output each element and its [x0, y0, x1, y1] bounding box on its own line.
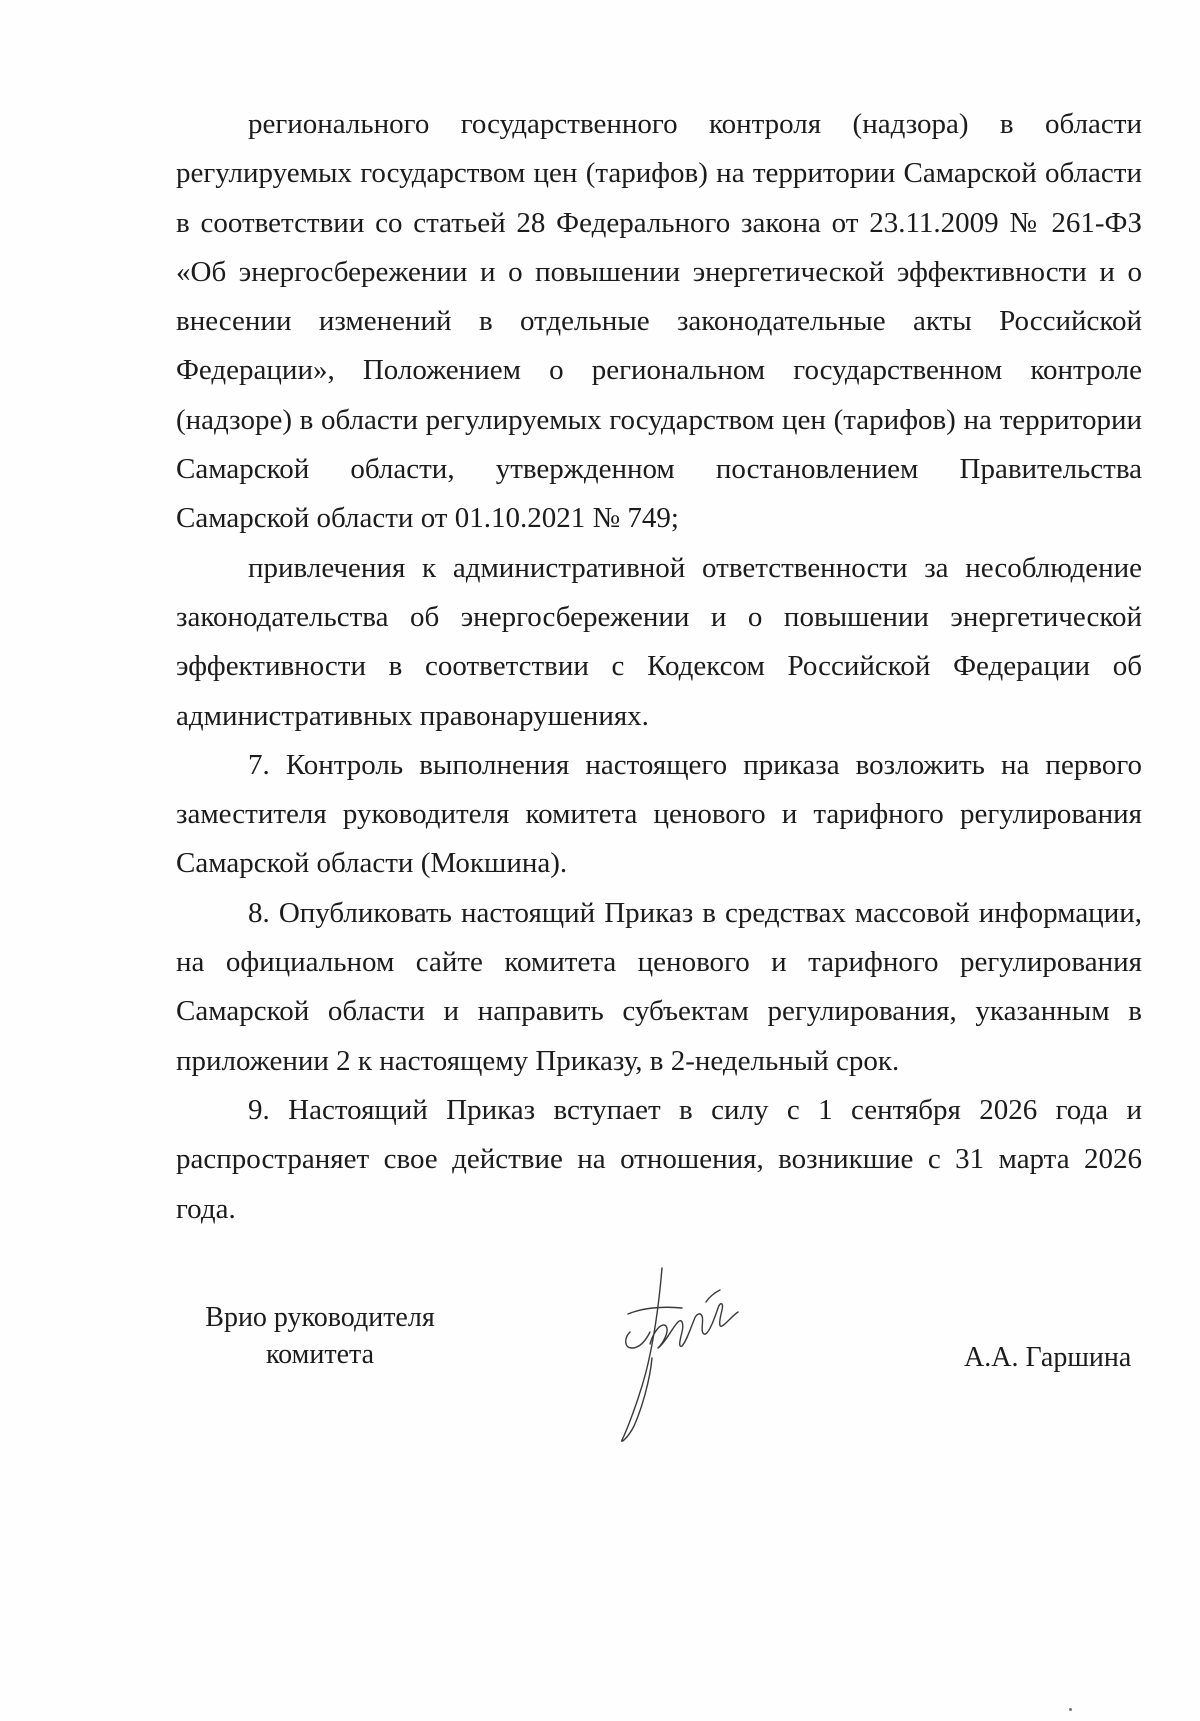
paragraph-administrative-liability: привлечения к административной ответственности за несоблюдение законодательства об энергосбережении и о повышении энергетической эффективности в соответствии с Кодексом Российской Федерации об административных правонарушениях.: [176, 551, 1142, 732]
scan-speck: [1069, 1708, 1072, 1711]
signatory-position-line-1: Врио руководителя: [205, 1302, 435, 1333]
handwritten-signature-icon: [610, 1262, 750, 1452]
paragraph-regional-control: регионального государственного контроля (надзора) в области регулируемых государством цен (тарифов) на территории Самарской области в соответствии со статьей 28 Федерального закона от 23.11.2009 № 261-ФЗ «Об энергосбережении и о повышении энергетической эффективности и о внесении изменений в отдельные законодательные акты Российской Федерации», Положением о региональном государственном контроле (надзоре) в области регулируемых государством цен (тарифов) на территории Самарской области, утвержденном постановлением Правительства Самарской области от 01.10.2021 № 749;: [176, 108, 1142, 535]
signatory-position-line-2: комитета: [265, 1339, 375, 1370]
paragraph-item-7: 7. Контроль выполнения настоящего приказа возложить на первого заместителя руководителя комитета ценового и тарифного регулирования Самарской области (Мокшина).: [176, 748, 1142, 880]
paragraph-item-9: 9. Настоящий Приказ вступает в силу с 1 сентября 2026 года и распространяет свое действие на отношения, возникшие с 31 марта 2026 года.: [176, 1093, 1142, 1225]
document-body: [176, 100, 1142, 1234]
paragraph-item-8: 8. Опубликовать настоящий Приказ в средствах массовой информации, на официальном сайте комитета ценового и тарифного регулирования Самарской области и направить субъектам регулирования, указанным в приложении 2 к настоящему Приказу, в 2-недельный срок.: [176, 896, 1142, 1077]
signatory-position: [190, 1299, 450, 1373]
signatory-name: А.А. Гаршина: [964, 1342, 1132, 1373]
